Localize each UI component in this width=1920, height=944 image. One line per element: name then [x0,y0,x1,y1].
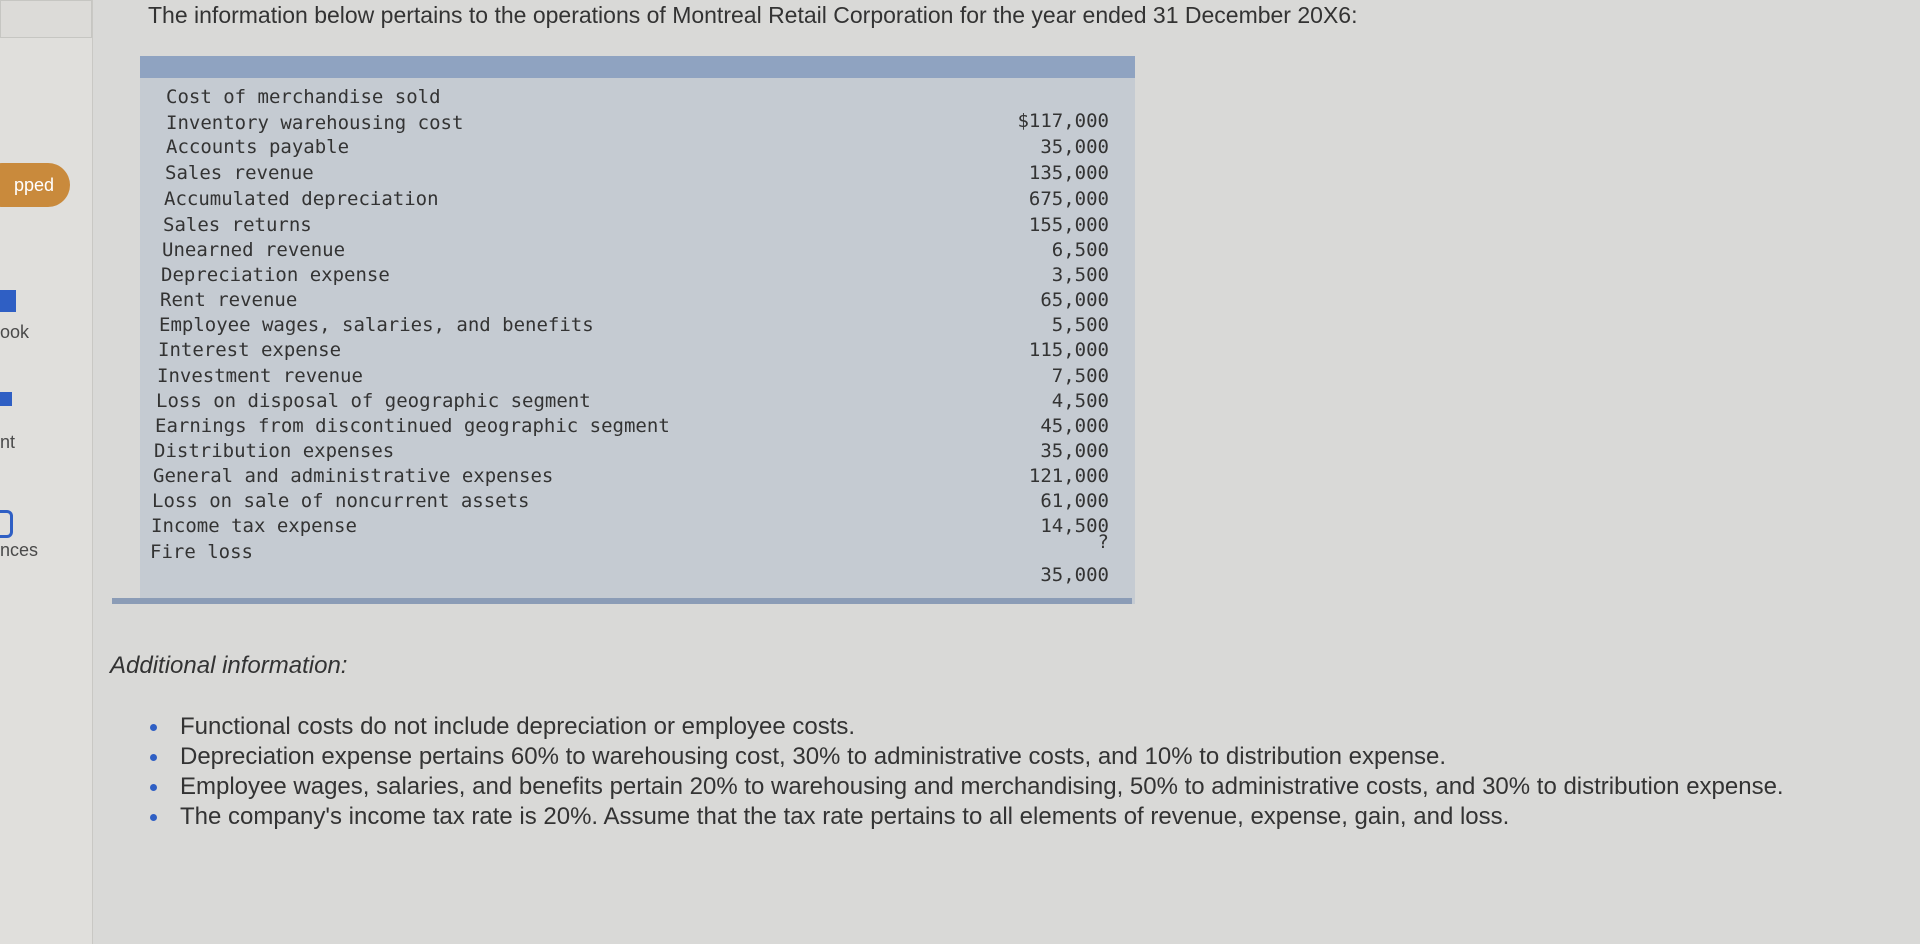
table-row [140,365,1135,390]
list-item [150,742,1790,772]
row-label: Cost of merchandise sold [166,86,441,108]
row-amount: 35,000 [1040,136,1109,158]
sidebar-item-label[interactable]: nt [0,432,16,452]
table-footer-rule [112,598,1132,604]
row-amount: 675,000 [1028,188,1109,210]
row-label: Rent revenue [160,289,298,311]
row-label: Interest expense [158,339,342,361]
table-row [140,531,1135,566]
table-row [140,289,1135,314]
row-label: Earnings from discontinued geographic segment [155,415,670,437]
bullet-icon [150,784,157,791]
row-amount: 6,500 [1051,239,1109,261]
row-label: Sales revenue [165,162,314,184]
row-label: Investment revenue [157,365,363,387]
row-label: Fire loss [150,541,253,563]
table-row [140,415,1135,440]
row-amount: 14,500 [1040,515,1109,537]
row-label: Unearned revenue [162,239,346,261]
row-amount: 121,000 [1028,465,1109,487]
table-row [140,239,1135,264]
additional-info-heading: Additional information: [110,652,348,679]
row-amount: 65,000 [1040,289,1109,311]
row-label: Employee wages, salaries, and benefits [159,314,594,336]
table-row [140,264,1135,289]
row-amount: ? [1097,531,1109,553]
additional-info-list [150,712,1790,832]
list-item [150,802,1790,832]
row-label: Loss on disposal of geographic segment [156,390,591,412]
row-amount: 61,000 [1040,490,1109,512]
table-row [140,490,1135,515]
bullet-icon [150,724,157,731]
row-amount: 7,500 [1051,365,1109,387]
print-icon[interactable] [0,392,12,406]
table-row [140,339,1135,364]
sidebar-item-skipped[interactable] [0,163,70,207]
row-label: Accounts payable [166,136,350,158]
list-item-text: Depreciation expense pertains 60% to warehousing cost, 30% to administrative costs, and 10% to distribution expense. [180,743,1447,770]
table-row [140,465,1135,490]
ebook-icon[interactable] [0,290,16,312]
table-row [140,136,1135,161]
table-row [140,515,1135,540]
list-item [150,712,1790,742]
row-amount: 35,000 [1040,440,1109,462]
row-amount: 35,000 [1040,564,1109,586]
table-header-bar [140,56,1135,78]
sidebar-top-box[interactable] [0,0,92,38]
row-amount: 5,500 [1051,314,1109,336]
row-label: Sales returns [163,214,312,236]
row-amount: 135,000 [1028,162,1109,184]
row-label: Income tax expense [151,515,357,537]
row-label: General and administrative expenses [153,465,554,487]
row-amount: 4,500 [1051,390,1109,412]
sidebar [0,0,93,944]
row-label: Depreciation expense [161,264,390,286]
sidebar-item-label[interactable]: ook [0,322,30,342]
table-row [140,440,1135,465]
row-label: Distribution expenses [154,440,395,462]
references-icon[interactable] [0,510,13,538]
row-label: Loss on sale of noncurrent assets [152,490,530,512]
table-row [140,564,1135,589]
sidebar-item-label[interactable]: nces [0,540,39,560]
bullet-icon [150,814,157,821]
bullet-icon [150,754,157,761]
table-row [140,112,1135,137]
list-item [150,772,1790,802]
list-item-text: The company's income tax rate is 20%. Assume that the tax rate pertains to all elements of revenue, expense, gain, and loss. [180,803,1510,830]
list-item-text: Employee wages, salaries, and benefits pertain 20% to warehousing and merchandising, 50% to administrative costs, and 30% to distribution expense. [180,773,1784,800]
row-amount: 3,500 [1051,264,1109,286]
table-row [140,86,1135,111]
data-table [140,56,1135,604]
question-intro: The information below pertains to the operations of Montreal Retail Corporation for the year ended 31 December 20X6: [148,2,1358,28]
row-amount: 155,000 [1028,214,1109,236]
table-row [140,390,1135,415]
table-row [140,162,1135,187]
row-label: Accumulated depreciation [164,188,439,210]
table-row [140,214,1135,239]
row-amount: 115,000 [1028,339,1109,361]
sidebar-item-label: pped [13,175,54,195]
row-amount: $117,000 [1017,110,1109,132]
list-item-text: Functional costs do not include depreciation or employee costs. [180,713,856,740]
row-label: Inventory warehousing cost [166,112,464,134]
table-row [140,314,1135,339]
row-amount: 45,000 [1040,415,1109,437]
table-row [140,188,1135,213]
